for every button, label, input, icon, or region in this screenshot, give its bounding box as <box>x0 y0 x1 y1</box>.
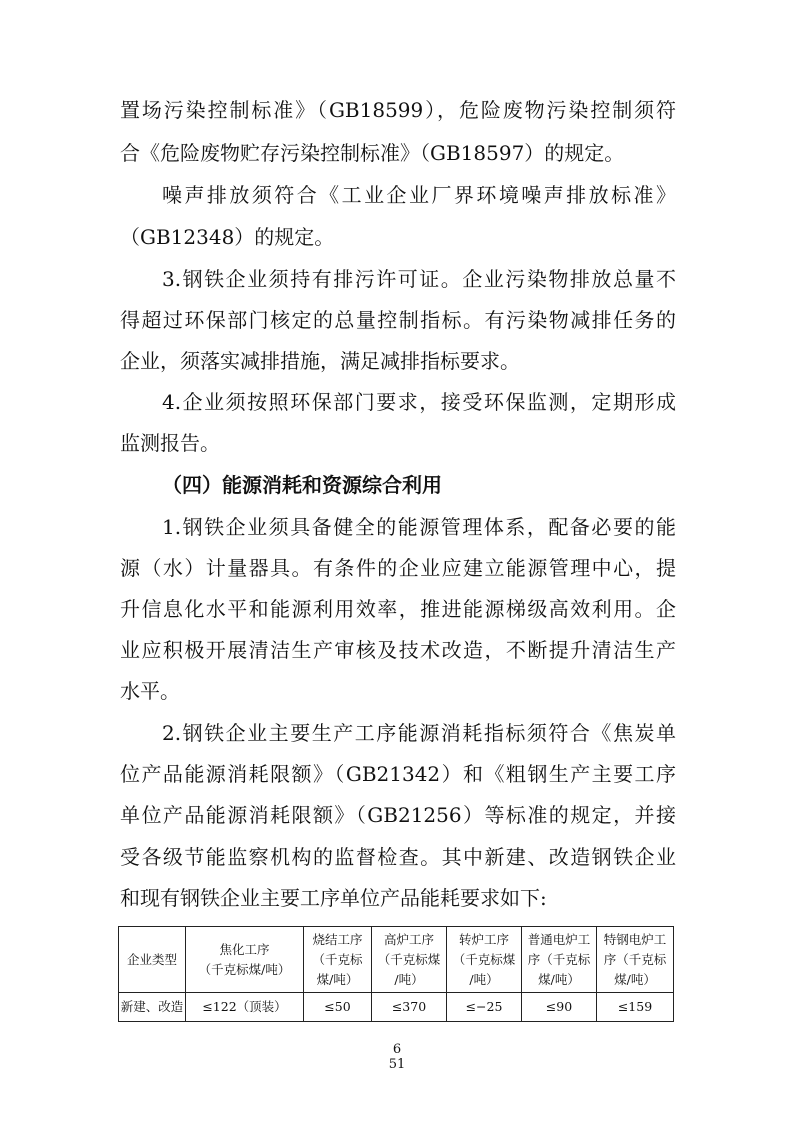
table-header-cell: 特钢电炉工 序（千克标 煤/吨） <box>597 927 674 993</box>
table-cell: ≤50 <box>304 993 372 1022</box>
paragraph-line: 企业，须落实减排措施，满足减排指标要求。 <box>120 349 520 373</box>
paragraph-line: 4.企业须按照环保部门要求，接受环保监测，定期形成 <box>162 390 676 414</box>
table-cell: ≤−25 <box>447 993 522 1022</box>
paragraph-line: 合《危险废物贮存污染控制标准》（GB18597）的规定。 <box>120 141 625 165</box>
section-heading: （四）能源消耗和资源综合利用 <box>162 473 442 497</box>
paragraph-line: （GB12348）的规定。 <box>120 225 335 249</box>
table-cell: ≤159 <box>597 993 674 1022</box>
paragraph-line: 监测报告。 <box>120 431 220 455</box>
table-header-cell: 转炉工序 （千克标煤 /吨） <box>447 927 522 993</box>
paragraph-line: 升信息化水平和能源利用效率，推进能源梯级高效利用。企 <box>120 597 676 621</box>
table-header-row <box>119 927 674 993</box>
energy-consumption-table <box>118 926 674 1022</box>
table-header-cell: 高炉工序 （千克标煤 /吨） <box>372 927 447 993</box>
overall-page-number: 51 <box>388 1057 406 1072</box>
table-cell: ≤122（顶装） <box>186 993 304 1022</box>
paragraph-line: 3.钢铁企业须持有排污许可证。企业污染物排放总量不 <box>162 267 676 291</box>
paragraph-line: 和现有钢铁企业主要工序单位产品能耗要求如下: <box>120 886 547 910</box>
paragraph-line: 噪声排放须符合《工业企业厂界环境噪声排放标准》 <box>162 183 676 207</box>
paragraph-line: 1.钢铁企业须具备健全的能源管理体系，配备必要的能 <box>162 515 676 539</box>
paragraph-line: 业应积极开展清洁生产审核及技术改造，不断提升清洁生产 <box>120 638 676 662</box>
table-header-cell: 焦化工序 （千克标煤/吨） <box>186 927 304 993</box>
paragraph-line: 受各级节能监察机构的监督检查。其中新建、改造钢铁企业 <box>120 845 676 869</box>
paragraph-line: 置场污染控制标准》（GB18599），危险废物污染控制须符 <box>120 98 676 122</box>
paragraph-line: 位产品能源消耗限额》（GB21342）和《粗钢生产主要工序 <box>120 762 676 786</box>
paragraph-line: 源（水）计量器具。有条件的企业应建立能源管理中心，提 <box>120 556 676 580</box>
paragraph-line: 2.钢铁企业主要生产工序能源消耗指标须符合《焦炭单 <box>162 721 676 745</box>
paragraph-line: 单位产品能源消耗限额》（GB21256）等标准的规定，并接 <box>120 803 676 827</box>
table-cell: 新建、改造 <box>119 993 186 1022</box>
table-row <box>119 993 674 1022</box>
section-page-number: 6 <box>392 1042 402 1057</box>
paragraph-line: 水平。 <box>120 679 180 703</box>
table-header-cell: 烧结工序 （千克标 煤/吨） <box>304 927 372 993</box>
table-header-cell: 普通电炉工 序（千克标 煤/吨） <box>522 927 597 993</box>
table-cell: ≤370 <box>372 993 447 1022</box>
table-header-cell: 企业类型 <box>119 927 186 993</box>
paragraph-line: 得超过环保部门核定的总量控制指标。有污染物减排任务的 <box>120 308 676 332</box>
table-cell: ≤90 <box>522 993 597 1022</box>
